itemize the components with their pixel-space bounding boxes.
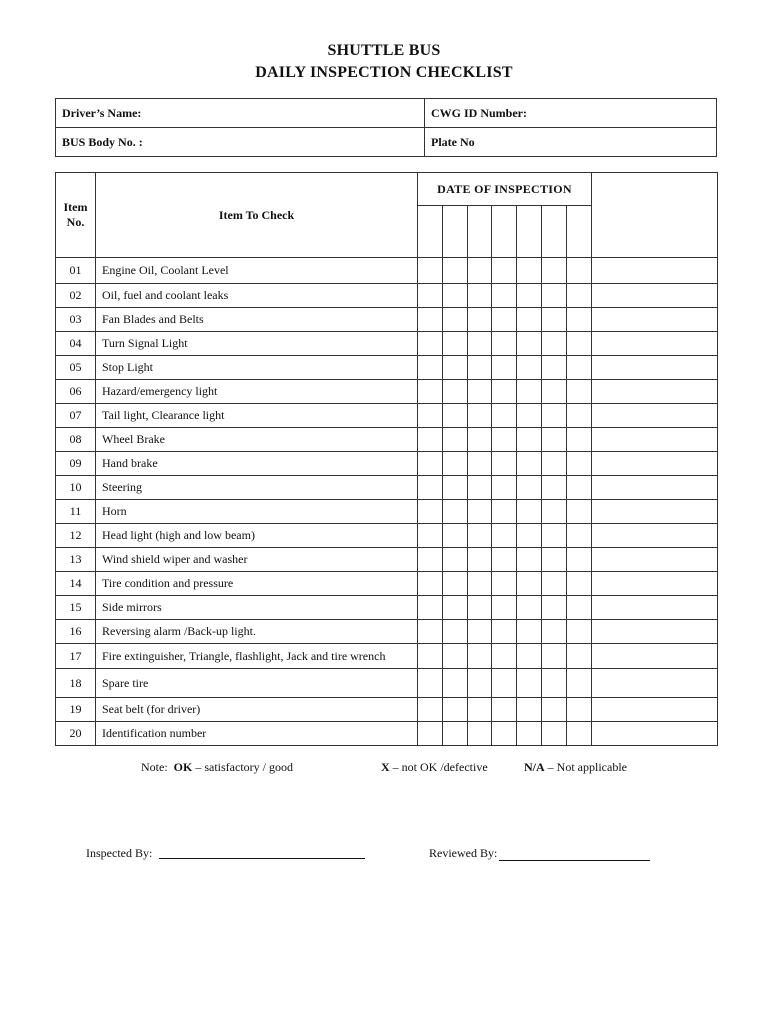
check-cell[interactable] xyxy=(567,258,592,284)
check-cell[interactable] xyxy=(542,644,567,669)
check-cell[interactable] xyxy=(468,722,492,746)
remarks-cell[interactable] xyxy=(592,548,718,572)
check-cell[interactable] xyxy=(492,572,517,596)
check-cell[interactable] xyxy=(542,572,567,596)
check-cell[interactable] xyxy=(567,284,592,308)
check-cell[interactable] xyxy=(492,428,517,452)
check-cell[interactable] xyxy=(418,572,443,596)
item-label: Steering xyxy=(96,476,418,500)
check-cell[interactable] xyxy=(492,620,517,644)
item-label: Reversing alarm /Back-up light. xyxy=(96,620,418,644)
check-cell[interactable] xyxy=(443,596,468,620)
reviewed-by-label: Reviewed By: xyxy=(429,846,498,860)
check-cell[interactable] xyxy=(567,644,592,669)
check-cell[interactable] xyxy=(468,669,492,698)
item-number: 05 xyxy=(56,356,96,380)
check-cell[interactable] xyxy=(468,332,492,356)
check-cell[interactable] xyxy=(418,500,443,524)
check-cell[interactable] xyxy=(468,596,492,620)
check-cell[interactable] xyxy=(443,572,468,596)
remarks-cell[interactable] xyxy=(592,308,718,332)
item-number: 07 xyxy=(56,404,96,428)
document-title: SHUTTLE BUS xyxy=(327,42,441,59)
date-cell[interactable] xyxy=(443,206,468,258)
check-cell[interactable] xyxy=(418,428,443,452)
checklist-row xyxy=(56,620,718,644)
item-number: 19 xyxy=(56,698,96,722)
check-cell[interactable] xyxy=(418,548,443,572)
remarks-cell[interactable] xyxy=(592,404,718,428)
item-number: 18 xyxy=(56,669,96,698)
check-cell[interactable] xyxy=(542,332,567,356)
check-cell[interactable] xyxy=(468,548,492,572)
remarks-cell[interactable] xyxy=(592,380,718,404)
checklist-row xyxy=(56,644,718,669)
remarks-cell[interactable] xyxy=(592,572,718,596)
check-cell[interactable] xyxy=(567,404,592,428)
item-label: Head light (high and low beam) xyxy=(96,524,418,548)
item-number: 02 xyxy=(56,284,96,308)
check-cell[interactable] xyxy=(517,284,542,308)
checklist-row xyxy=(56,548,718,572)
check-cell[interactable] xyxy=(468,284,492,308)
check-cell[interactable] xyxy=(517,596,542,620)
check-cell[interactable] xyxy=(492,500,517,524)
check-cell[interactable] xyxy=(517,380,542,404)
check-cell[interactable] xyxy=(468,620,492,644)
check-cell[interactable] xyxy=(567,722,592,746)
check-cell[interactable] xyxy=(542,404,567,428)
check-cell[interactable] xyxy=(443,669,468,698)
check-cell[interactable] xyxy=(443,644,468,669)
checklist-row xyxy=(56,476,718,500)
checklist-row xyxy=(56,669,718,698)
item-number: 16 xyxy=(56,620,96,644)
inspection-checklist-table xyxy=(55,172,718,746)
check-cell[interactable] xyxy=(468,524,492,548)
check-cell[interactable] xyxy=(468,698,492,722)
check-cell[interactable] xyxy=(492,284,517,308)
checklist-row xyxy=(56,596,718,620)
check-cell[interactable] xyxy=(443,356,468,380)
inspected-by-signature-line[interactable] xyxy=(159,858,365,859)
item-number: 15 xyxy=(56,596,96,620)
item-number: 01 xyxy=(56,258,96,284)
check-cell[interactable] xyxy=(517,428,542,452)
check-cell[interactable] xyxy=(468,428,492,452)
checklist-row xyxy=(56,572,718,596)
check-cell[interactable] xyxy=(468,258,492,284)
check-cell[interactable] xyxy=(468,500,492,524)
check-cell[interactable] xyxy=(517,669,542,698)
date-cell[interactable] xyxy=(567,206,592,258)
driver-info-table xyxy=(55,98,717,157)
remarks-cell[interactable] xyxy=(592,284,718,308)
check-cell[interactable] xyxy=(418,620,443,644)
date-cell[interactable] xyxy=(517,206,542,258)
item-number: 14 xyxy=(56,572,96,596)
header-item-to-check: Item To Check xyxy=(96,173,418,258)
check-cell[interactable] xyxy=(517,572,542,596)
x-text: – not OK /defective xyxy=(392,760,488,774)
driver-name-field[interactable]: Driver’s Name: xyxy=(56,99,425,128)
x-code: X xyxy=(381,760,390,774)
item-label: Tire condition and pressure xyxy=(96,572,418,596)
check-cell[interactable] xyxy=(542,669,567,698)
check-cell[interactable] xyxy=(492,596,517,620)
check-cell[interactable] xyxy=(418,476,443,500)
check-cell[interactable] xyxy=(517,332,542,356)
item-label: Identification number xyxy=(96,722,418,746)
check-cell[interactable] xyxy=(492,722,517,746)
header-date-of-inspection: DATE OF INSPECTION xyxy=(418,173,592,206)
reviewed-by-signature-line[interactable] xyxy=(499,860,650,861)
check-cell[interactable] xyxy=(517,476,542,500)
check-cell[interactable] xyxy=(517,698,542,722)
item-label: Tail light, Clearance light xyxy=(96,404,418,428)
check-cell[interactable] xyxy=(468,356,492,380)
check-cell[interactable] xyxy=(517,258,542,284)
check-cell[interactable] xyxy=(517,524,542,548)
check-cell[interactable] xyxy=(567,548,592,572)
check-cell[interactable] xyxy=(418,644,443,669)
check-cell[interactable] xyxy=(567,620,592,644)
check-cell[interactable] xyxy=(517,722,542,746)
check-cell[interactable] xyxy=(492,476,517,500)
header-item-no: Item No. xyxy=(56,173,96,258)
bus-body-field[interactable]: BUS Body No. : xyxy=(56,128,425,157)
date-cell[interactable] xyxy=(468,206,492,258)
check-cell[interactable] xyxy=(443,698,468,722)
check-cell[interactable] xyxy=(542,620,567,644)
check-cell[interactable] xyxy=(567,332,592,356)
checklist-row xyxy=(56,332,718,356)
check-cell[interactable] xyxy=(443,332,468,356)
item-number: 17 xyxy=(56,644,96,669)
check-cell[interactable] xyxy=(542,284,567,308)
checklist-row xyxy=(56,380,718,404)
item-label: Wheel Brake xyxy=(96,428,418,452)
item-label: Spare tire xyxy=(96,669,418,698)
check-cell[interactable] xyxy=(443,524,468,548)
remarks-cell[interactable] xyxy=(592,500,718,524)
check-cell[interactable] xyxy=(443,476,468,500)
check-cell[interactable] xyxy=(517,644,542,669)
header-remarks-blank xyxy=(592,173,718,258)
check-cell[interactable] xyxy=(542,722,567,746)
checklist-row xyxy=(56,722,718,746)
check-cell[interactable] xyxy=(567,356,592,380)
check-cell[interactable] xyxy=(542,308,567,332)
check-cell[interactable] xyxy=(567,524,592,548)
document-subtitle: DAILY INSPECTION CHECKLIST xyxy=(255,64,513,81)
item-number: 03 xyxy=(56,308,96,332)
check-cell[interactable] xyxy=(567,572,592,596)
check-cell[interactable] xyxy=(492,380,517,404)
item-number: 06 xyxy=(56,380,96,404)
check-cell[interactable] xyxy=(418,524,443,548)
checklist-row xyxy=(56,698,718,722)
item-label: Hand brake xyxy=(96,452,418,476)
check-cell[interactable] xyxy=(542,500,567,524)
remarks-cell[interactable] xyxy=(592,669,718,698)
cwg-id-field[interactable]: CWG ID Number: xyxy=(425,99,717,128)
item-number: 12 xyxy=(56,524,96,548)
check-cell[interactable] xyxy=(542,380,567,404)
check-cell[interactable] xyxy=(492,258,517,284)
check-cell[interactable] xyxy=(443,284,468,308)
remarks-cell[interactable] xyxy=(592,620,718,644)
check-cell[interactable] xyxy=(443,380,468,404)
check-cell[interactable] xyxy=(468,476,492,500)
check-cell[interactable] xyxy=(567,308,592,332)
note-label xyxy=(141,760,293,775)
item-number: 04 xyxy=(56,332,96,356)
na-code: N/A xyxy=(524,760,545,774)
remarks-cell[interactable] xyxy=(592,476,718,500)
plate-no-field[interactable]: Plate No xyxy=(425,128,717,157)
check-cell[interactable] xyxy=(567,596,592,620)
check-cell[interactable] xyxy=(542,428,567,452)
check-cell[interactable] xyxy=(468,404,492,428)
check-cell[interactable] xyxy=(418,258,443,284)
check-cell[interactable] xyxy=(443,308,468,332)
note-prefix: Note: xyxy=(141,760,168,774)
item-label: Fan Blades and Belts xyxy=(96,308,418,332)
remarks-cell[interactable] xyxy=(592,428,718,452)
date-cell[interactable] xyxy=(492,206,517,258)
check-cell[interactable] xyxy=(492,356,517,380)
check-cell[interactable] xyxy=(517,500,542,524)
check-cell[interactable] xyxy=(567,698,592,722)
check-cell[interactable] xyxy=(492,669,517,698)
check-cell[interactable] xyxy=(492,452,517,476)
check-cell[interactable] xyxy=(492,404,517,428)
check-cell[interactable] xyxy=(418,452,443,476)
check-cell[interactable] xyxy=(418,380,443,404)
check-cell[interactable] xyxy=(567,476,592,500)
checklist-row xyxy=(56,428,718,452)
remarks-cell[interactable] xyxy=(592,596,718,620)
check-cell[interactable] xyxy=(418,332,443,356)
item-number: 10 xyxy=(56,476,96,500)
item-label: Stop Light xyxy=(96,356,418,380)
check-cell[interactable] xyxy=(492,698,517,722)
check-cell[interactable] xyxy=(517,548,542,572)
check-cell[interactable] xyxy=(492,308,517,332)
check-cell[interactable] xyxy=(517,620,542,644)
checklist-row xyxy=(56,258,718,284)
item-number: 08 xyxy=(56,428,96,452)
item-label: Hazard/emergency light xyxy=(96,380,418,404)
checklist-row xyxy=(56,524,718,548)
check-cell[interactable] xyxy=(418,596,443,620)
check-cell[interactable] xyxy=(443,258,468,284)
check-cell[interactable] xyxy=(418,698,443,722)
check-cell[interactable] xyxy=(468,644,492,669)
check-cell[interactable] xyxy=(542,356,567,380)
item-number: 11 xyxy=(56,500,96,524)
check-cell[interactable] xyxy=(542,258,567,284)
item-label: Engine Oil, Coolant Level xyxy=(96,258,418,284)
item-number: 20 xyxy=(56,722,96,746)
checklist-row xyxy=(56,500,718,524)
check-cell[interactable] xyxy=(542,698,567,722)
remarks-cell[interactable] xyxy=(592,258,718,284)
check-cell[interactable] xyxy=(542,524,567,548)
check-cell[interactable] xyxy=(443,620,468,644)
item-label: Turn Signal Light xyxy=(96,332,418,356)
item-number: 13 xyxy=(56,548,96,572)
check-cell[interactable] xyxy=(542,452,567,476)
check-cell[interactable] xyxy=(567,428,592,452)
checklist-row xyxy=(56,356,718,380)
date-cell[interactable] xyxy=(418,206,443,258)
ok-text: – satisfactory / good xyxy=(195,760,293,774)
check-cell[interactable] xyxy=(468,380,492,404)
check-cell[interactable] xyxy=(418,308,443,332)
check-cell[interactable] xyxy=(443,722,468,746)
check-cell[interactable] xyxy=(542,596,567,620)
remarks-cell[interactable] xyxy=(592,452,718,476)
item-label: Horn xyxy=(96,500,418,524)
checklist-row xyxy=(56,404,718,428)
check-cell[interactable] xyxy=(418,669,443,698)
item-label: Side mirrors xyxy=(96,596,418,620)
check-cell[interactable] xyxy=(517,404,542,428)
remarks-cell[interactable] xyxy=(592,698,718,722)
item-label: Seat belt (for driver) xyxy=(96,698,418,722)
check-cell[interactable] xyxy=(567,380,592,404)
item-number: 09 xyxy=(56,452,96,476)
remarks-cell[interactable] xyxy=(592,524,718,548)
check-cell[interactable] xyxy=(492,332,517,356)
check-cell[interactable] xyxy=(492,644,517,669)
remarks-cell[interactable] xyxy=(592,722,718,746)
check-cell[interactable] xyxy=(443,404,468,428)
note-x xyxy=(381,760,488,775)
na-text: – Not applicable xyxy=(547,760,627,774)
note-na xyxy=(524,760,627,775)
check-cell[interactable] xyxy=(468,452,492,476)
checklist-row xyxy=(56,452,718,476)
check-cell[interactable] xyxy=(443,548,468,572)
remarks-cell[interactable] xyxy=(592,332,718,356)
check-cell[interactable] xyxy=(468,308,492,332)
check-cell[interactable] xyxy=(492,524,517,548)
checklist-row xyxy=(56,284,718,308)
check-cell[interactable] xyxy=(542,548,567,572)
check-cell[interactable] xyxy=(443,452,468,476)
check-cell[interactable] xyxy=(418,284,443,308)
checklist-row xyxy=(56,308,718,332)
check-cell[interactable] xyxy=(517,452,542,476)
inspected-by-label: Inspected By: xyxy=(86,846,153,860)
remarks-cell[interactable] xyxy=(592,644,718,669)
check-cell[interactable] xyxy=(517,356,542,380)
check-cell[interactable] xyxy=(468,572,492,596)
ok-code: OK xyxy=(173,760,193,774)
check-cell[interactable] xyxy=(443,428,468,452)
item-label: Wind shield wiper and washer xyxy=(96,548,418,572)
check-cell[interactable] xyxy=(418,722,443,746)
check-cell[interactable] xyxy=(542,476,567,500)
check-cell[interactable] xyxy=(517,308,542,332)
check-cell[interactable] xyxy=(418,404,443,428)
remarks-cell[interactable] xyxy=(592,356,718,380)
date-cell[interactable] xyxy=(542,206,567,258)
item-label: Fire extinguisher, Triangle, flashlight, Jack and tire wrench xyxy=(96,644,418,669)
check-cell[interactable] xyxy=(567,500,592,524)
check-cell[interactable] xyxy=(443,500,468,524)
check-cell[interactable] xyxy=(492,548,517,572)
check-cell[interactable] xyxy=(567,669,592,698)
check-cell[interactable] xyxy=(567,452,592,476)
item-label: Oil, fuel and coolant leaks xyxy=(96,284,418,308)
check-cell[interactable] xyxy=(418,356,443,380)
